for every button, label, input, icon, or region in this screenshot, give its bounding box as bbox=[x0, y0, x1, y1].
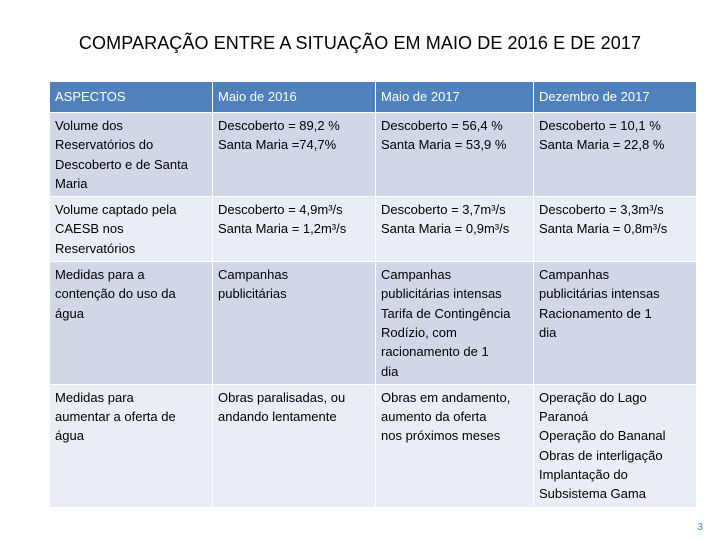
header-maio-2017: Maio de 2017 bbox=[376, 82, 534, 113]
table-cell: Volume dos Reservatórios do Descoberto e de Santa Maria bbox=[50, 113, 213, 197]
table-cell: Descoberto = 3,7m³/s Santa Maria = 0,9m³/s bbox=[376, 197, 534, 262]
header-maio-2016: Maio de 2016 bbox=[213, 82, 376, 113]
slide-title: COMPARAÇÃO ENTRE A SITUAÇÃO EM MAIO DE 2016 E DE 2017 bbox=[78, 33, 642, 53]
table-row bbox=[50, 262, 697, 385]
table-row bbox=[50, 197, 697, 262]
table-cell: Descoberto = 89,2 % Santa Maria =74,7% bbox=[213, 113, 376, 197]
table-cell: Obras paralisadas, ou andando lentamente bbox=[213, 384, 376, 507]
table-row bbox=[50, 113, 697, 197]
table-header-row bbox=[50, 82, 697, 113]
table-cell: Descoberto = 56,4 % Santa Maria = 53,9 % bbox=[376, 113, 534, 197]
header-aspectos: ASPECTOS bbox=[50, 82, 213, 113]
table-cell: Descoberto = 3,3m³/s Santa Maria = 0,8m³/s bbox=[534, 197, 697, 262]
table-cell: Campanhas publicitárias intensas Tarifa de Contingência Rodízio, com racionamento de 1 dia bbox=[376, 262, 534, 385]
table-cell: Medidas para a contenção do uso da água bbox=[50, 262, 213, 385]
table-cell: Campanhas publicitárias intensas Racionamento de 1 dia bbox=[534, 262, 697, 385]
table-cell: Obras em andamento, aumento da oferta nos próximos meses bbox=[376, 384, 534, 507]
table-cell: Volume captado pela CAESB nos Reservatórios bbox=[50, 197, 213, 262]
table-cell: Campanhas publicitárias bbox=[213, 262, 376, 385]
table-cell: Descoberto = 4,9m³/s Santa Maria = 1,2m³/s bbox=[213, 197, 376, 262]
table-cell: Medidas para aumentar a oferta de água bbox=[50, 384, 213, 507]
table-cell: Operação do Lago Paranoá Operação do Bananal Obras de interligação Implantação do Subsistema Gama bbox=[534, 384, 697, 507]
comparison-table bbox=[49, 81, 697, 508]
header-dezembro-2017: Dezembro de 2017 bbox=[534, 82, 697, 113]
table-cell: Descoberto = 10,1 % Santa Maria = 22,8 % bbox=[534, 113, 697, 197]
table-row bbox=[50, 384, 697, 507]
page-number: 3 bbox=[697, 522, 703, 533]
